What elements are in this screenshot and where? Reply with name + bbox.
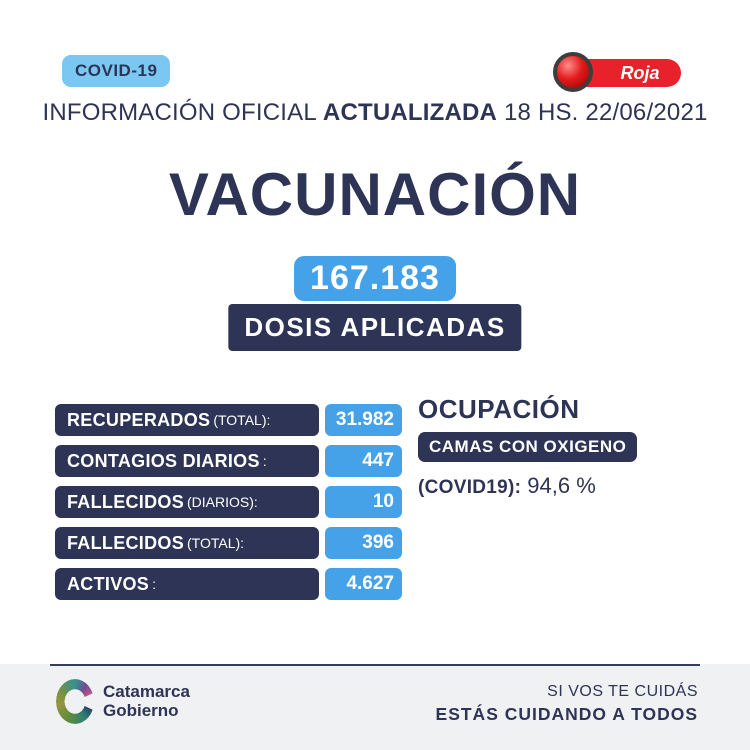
occupation-subtitle-badge: CAMAS CON OXIGENO <box>418 432 637 462</box>
occupation-detail <box>418 473 637 499</box>
stat-label-bar <box>55 568 319 600</box>
occupation-detail-key: (COVID19): <box>418 477 522 498</box>
page-title: VACUNACIÓN <box>168 161 582 228</box>
stat-row-fallecidos-total <box>55 527 402 559</box>
alert-level-label: Roja <box>620 62 660 83</box>
stat-qualifier: (DIARIOS): <box>187 494 258 510</box>
stat-label-bar <box>55 486 319 518</box>
stat-label-bar <box>55 527 319 559</box>
stat-label: ACTIVOS <box>67 573 150 594</box>
footer-divider <box>50 664 700 666</box>
covid19-badge: COVID-19 <box>62 55 170 87</box>
occupation-section <box>418 394 637 499</box>
stat-value: 31.982 <box>325 404 402 436</box>
slogan-line2: ESTÁS CUIDANDO A TODOS <box>435 704 698 724</box>
occupation-title: OCUPACIÓN <box>418 394 580 424</box>
catamarca-c-logo-icon <box>56 679 94 724</box>
stat-value: 4.627 <box>325 568 402 600</box>
footer <box>0 664 750 750</box>
stat-label-bar <box>55 445 319 477</box>
stat-label: RECUPERADOS <box>67 409 211 430</box>
logo-line2: Gobierno <box>103 700 179 720</box>
occupation-detail-value: 94,6 % <box>527 473 596 498</box>
red-sphere-icon <box>553 52 593 92</box>
stat-value: 396 <box>325 527 402 559</box>
stats-table <box>55 404 402 609</box>
info-line <box>0 99 750 127</box>
stat-value: 10 <box>325 486 402 518</box>
stat-row-recuperados <box>55 404 402 436</box>
stat-value: 447 <box>325 445 402 477</box>
slogan-line1: SI VOS TE CUIDÁS <box>547 683 698 700</box>
doses-label-badge: DOSIS APLICADAS <box>228 304 521 351</box>
info-line-part2: 18 HS. 22/06/2021 <box>497 99 708 126</box>
stat-qualifier: (TOTAL): <box>187 535 245 551</box>
stat-label: FALLECIDOS <box>67 491 185 512</box>
stat-label: CONTAGIOS DIARIOS <box>67 450 260 471</box>
stat-qualifier: : <box>152 576 156 592</box>
alert-level-indicator <box>553 50 683 94</box>
stat-row-fallecidos-diarios <box>55 486 402 518</box>
footer-slogan <box>436 683 698 725</box>
info-line-bold: ACTUALIZADA <box>322 99 498 126</box>
stat-row-activos <box>55 568 402 600</box>
doses-value-badge: 167.183 <box>294 256 456 301</box>
stat-label-bar <box>55 404 319 436</box>
logo-wordmark <box>103 683 190 720</box>
stat-label: FALLECIDOS <box>67 532 185 553</box>
info-line-part1: INFORMACIÓN OFICIAL <box>42 99 323 126</box>
stat-qualifier: : <box>262 453 267 469</box>
logo-line1: Catamarca <box>103 681 190 701</box>
stat-row-contagios-diarios <box>55 445 402 477</box>
stat-qualifier: (TOTAL): <box>213 412 271 428</box>
catamarca-gobierno-logo <box>56 679 190 724</box>
